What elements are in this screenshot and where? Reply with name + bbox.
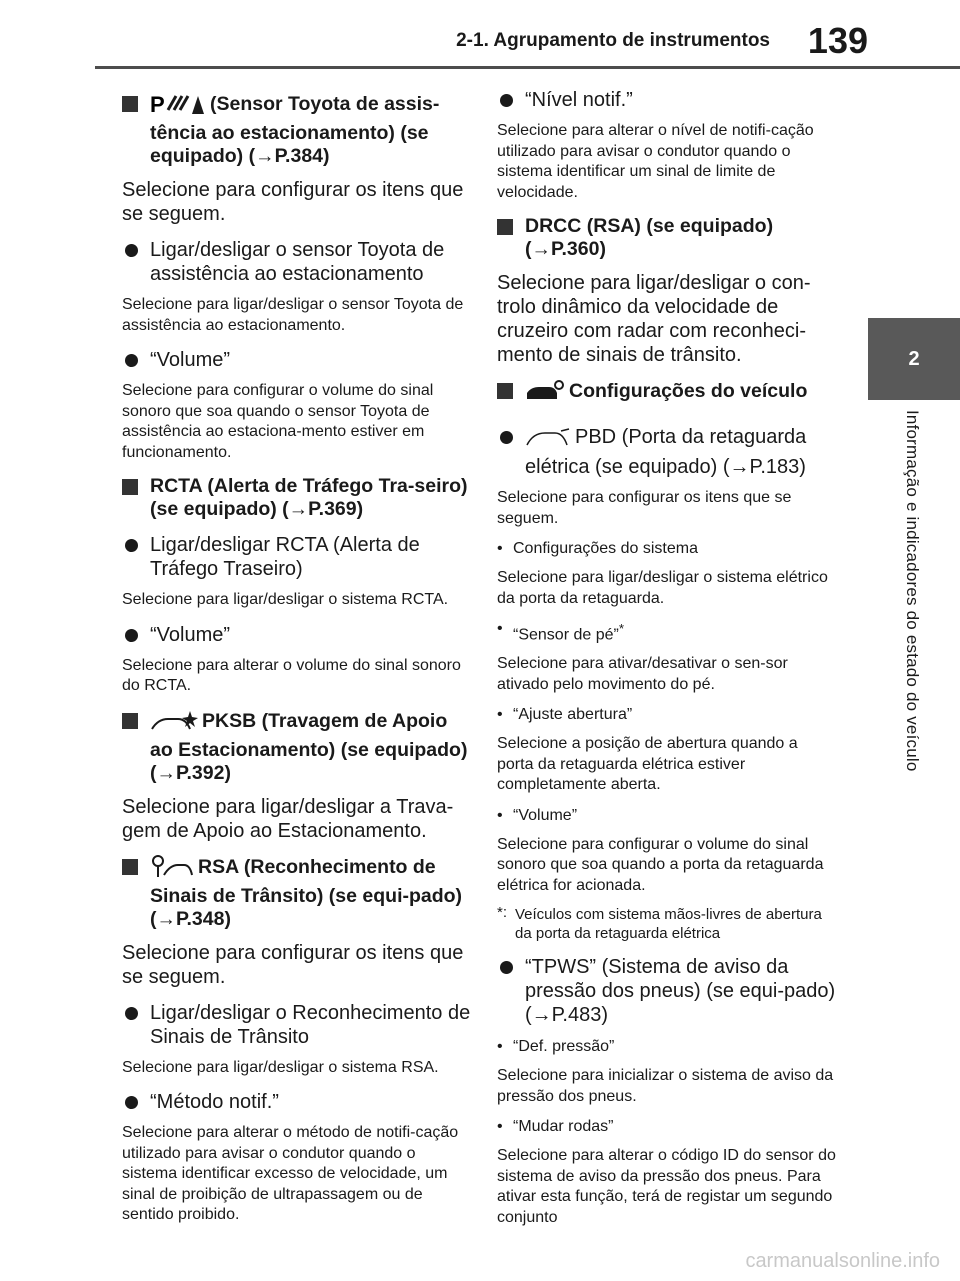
bullet-text: PBD (Porta da retaguarda elétrica (se equipado) (→P.183) [525, 426, 807, 478]
page-header [0, 0, 960, 70]
page-number: 139 [807, 20, 868, 61]
chapter-tab: 2 [868, 318, 960, 400]
square-bullet-icon [122, 479, 138, 495]
header-divider [95, 66, 960, 69]
svg-text:P: P [150, 92, 165, 116]
bullet-text: “Nível notif.” [525, 89, 633, 111]
description: Selecione a posição de abertura quando a porta da retaguarda elétrica estiver completamente aberta. [497, 735, 798, 794]
paragraph: Selecione para configurar os itens que se seguem. [122, 941, 464, 988]
description: Selecione para alterar o código ID do sensor do sistema de aviso da pressão dos pneus. Para ativar esta função, terá de registar um segundo conjunto [497, 1147, 836, 1226]
heading-pksb [122, 709, 472, 785]
footnote [497, 905, 837, 943]
small-bullet-icon: • [497, 706, 503, 724]
description: Selecione para ligar/desligar o sistema elétrico da porta da retaguarda. [497, 569, 828, 607]
footnote-text: Veículos com sistema mãos-livres de abertura da porta da retaguarda elétrica [515, 906, 822, 943]
bullet-dot-icon [125, 1007, 138, 1020]
square-bullet-icon [122, 96, 138, 112]
bullet-dot-icon [125, 244, 138, 257]
description: Selecione para configurar os itens que se seguem. [497, 489, 792, 527]
heading-text: RSA (Reconhecimento de Sinais de Trânsito) (se equi-pado) (→P.348) [150, 855, 463, 930]
square-bullet-icon [122, 859, 138, 875]
bullet-item [122, 238, 472, 286]
list-item [497, 1037, 837, 1057]
heading-parking-sensor [122, 92, 472, 168]
list-text: “Mudar rodas” [513, 1118, 614, 1136]
small-bullet-icon: • [497, 806, 503, 824]
paragraph: Selecione para ligar/desligar a Trava-gem de Apoio ao Estacionamento. [122, 795, 454, 842]
bullet-item [497, 88, 837, 112]
rsa-icon [150, 855, 194, 885]
left-column [122, 80, 472, 1226]
parking-sensor-icon [150, 92, 206, 122]
chapter-label: Informação e indicadores do estado do veículo [903, 410, 922, 772]
small-bullet-icon: • [497, 620, 503, 637]
bullet-dot-icon [500, 961, 513, 974]
bullet-item [122, 1001, 472, 1049]
watermark: carmanualsonline.info [745, 1250, 940, 1272]
description: Selecione para alterar o nível de notifi-cação utilizado para avisar o condutor quando o sistema identificar um sinal de limite de velocidade. [497, 122, 814, 201]
list-text: Configurações do sistema [513, 540, 698, 557]
list-item [497, 705, 837, 725]
heading-text: RCTA (Alerta de Tráfego Tra-seiro) (se equipado) (→P.369) [150, 475, 468, 520]
list-text: “Def. pressão” [513, 1038, 615, 1056]
bullet-text: “TPWS” (Sistema de aviso da pressão dos pneus) (se equi-pado) (→P.483) [525, 956, 836, 1027]
bullet-dot-icon [500, 431, 513, 444]
bullet-dot-icon [500, 94, 513, 107]
square-bullet-icon [497, 383, 513, 399]
description: Selecione para inicializar o sistema de aviso da pressão dos pneus. [497, 1067, 834, 1105]
bullet-item [122, 1090, 472, 1114]
vehicle-settings-icon [525, 379, 565, 409]
bullet-dot-icon [125, 1096, 138, 1109]
heading-text: DRCC (RSA) (se equipado) (→P.360) [525, 215, 774, 260]
description: Selecione para configurar o volume do sinal sonoro que soa quando o sensor Toyota de assistência ao estaciona-mento estiver em funcionamento. [122, 382, 434, 461]
description: Selecione para alterar o volume do sinal sonoro do RCTA. [122, 656, 461, 694]
heading-drcc [497, 215, 837, 261]
small-bullet-icon: • [497, 1038, 503, 1056]
pksb-icon [150, 709, 198, 739]
list-item [497, 539, 837, 559]
heading-vehicle-settings [497, 379, 837, 409]
power-back-door-icon [525, 427, 571, 455]
description: Selecione para ligar/desligar o sistema RCTA. [122, 591, 449, 608]
paragraph: Selecione para configurar os itens que se seguem. [122, 179, 464, 225]
bullet-item [122, 348, 472, 372]
description: Selecione para ativar/desativar o sen-sor ativado pelo movimento do pé. [497, 655, 788, 693]
description: Selecione para configurar o volume do sinal sonoro que soa quando a porta da retaguarda elétrica for acionada. [497, 835, 824, 894]
heading-rcta [122, 475, 472, 521]
small-bullet-icon: • [497, 540, 503, 557]
description: Selecione para ligar/desligar o sistema RSA. [122, 1058, 439, 1076]
bullet-text: Ligar/desligar o sensor Toyota de assistência ao estacionamento [150, 239, 445, 285]
heading-text: PKSB (Travagem de Apoio ao Estacionamento) (se equipado) (→P.392) [150, 709, 468, 784]
list-text: “Ajuste abertura” [513, 706, 633, 724]
heading-text: Configurações do veículo [569, 380, 808, 402]
square-bullet-icon [497, 219, 513, 235]
bullet-item [122, 533, 472, 581]
bullet-text: Ligar/desligar o Reconhecimento de Sinais de Trânsito [150, 1001, 471, 1048]
square-bullet-icon [122, 713, 138, 729]
bullet-text: “Método notif.” [150, 1091, 279, 1113]
footnote-mark: * [618, 621, 625, 636]
bullet-dot-icon [125, 629, 138, 642]
list-item [497, 1117, 837, 1137]
list-item [497, 619, 837, 645]
section-title: 2-1. Agrupamento de instrumentos [456, 30, 770, 51]
bullet-text: “Volume” [150, 349, 231, 371]
paragraph: Selecione para ligar/desligar o con-trolo dinâmico da velocidade de cruzeiro com radar com reconheci-mento de sinais de trânsito. [497, 272, 811, 366]
heading-text: (Sensor Toyota de assis-tência ao estacionamento) (se equipado) (→P.384) [150, 93, 440, 167]
bullet-text: “Volume” [150, 623, 231, 646]
bullet-dot-icon [125, 354, 138, 367]
bullet-text: Ligar/desligar RCTA (Alerta de Tráfego Traseiro) [150, 534, 420, 580]
bullet-dot-icon [125, 539, 138, 552]
bullet-item [122, 623, 472, 647]
description: Selecione para alterar o método de notifi-cação utilizado para avisar o condutor quando o sistema identificar excesso de velocidade, um sinal de proibição de ultrapassagem ou de sentido proibido. [122, 1124, 459, 1223]
heading-rsa [122, 855, 472, 931]
description: Selecione para ligar/desligar o sensor Toyota de assistência ao estacionamento. [122, 296, 464, 334]
footnote-marker: *: [497, 904, 508, 922]
bullet-item [497, 425, 837, 479]
list-item [497, 806, 837, 826]
right-column [497, 80, 837, 1228]
list-text: “Sensor de pé” [513, 626, 619, 644]
bullet-item [497, 955, 837, 1027]
list-text: “Volume” [513, 806, 578, 824]
small-bullet-icon: • [497, 1118, 503, 1136]
